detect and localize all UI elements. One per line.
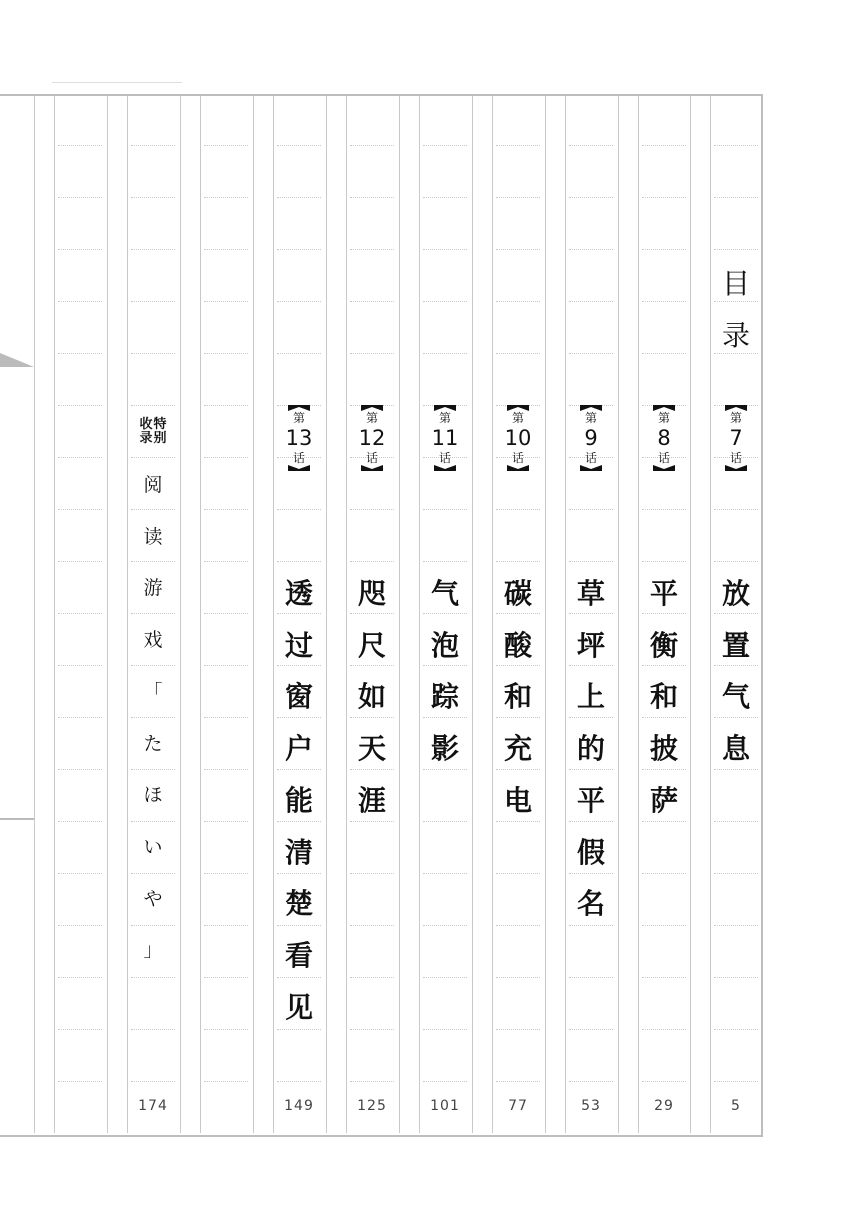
dotted-rule xyxy=(714,977,758,978)
dotted-rule xyxy=(642,561,686,562)
dotted-rule xyxy=(204,301,248,302)
chapter-title-char: 平 xyxy=(576,783,605,817)
dotted-rule xyxy=(423,353,467,354)
special-title-char: 」 xyxy=(143,939,163,962)
dotted-rule xyxy=(423,301,467,302)
chapter-title-char: 影 xyxy=(430,732,459,766)
dotted-rule xyxy=(58,873,102,874)
chapter-num: 10 xyxy=(504,426,532,450)
chapter-prefix: 第 xyxy=(657,411,670,425)
edge-bar xyxy=(0,818,34,820)
dotted-rule xyxy=(569,561,613,562)
dotted-rule xyxy=(423,821,467,822)
chapter-number xyxy=(273,405,325,471)
dotted-rule xyxy=(350,145,394,146)
dotted-rule xyxy=(714,1081,758,1082)
dotted-rule xyxy=(496,301,540,302)
dotted-rule xyxy=(569,301,613,302)
special-title-char: 「 xyxy=(143,680,163,703)
dotted-rule xyxy=(496,873,540,874)
chapter-prefix: 第 xyxy=(584,411,597,425)
chapter-num: 13 xyxy=(285,426,313,450)
dotted-rule xyxy=(423,1081,467,1082)
dotted-rule xyxy=(642,977,686,978)
dotted-rule xyxy=(496,197,540,198)
chapter-title-char: 透 xyxy=(284,577,313,610)
grid-line xyxy=(180,96,181,1133)
grid-line xyxy=(399,96,400,1133)
toc-heading-char-2: 录 xyxy=(721,319,750,352)
chapter-title xyxy=(638,568,690,827)
dotted-rule xyxy=(131,145,175,146)
dotted-rule xyxy=(350,925,394,926)
dotted-rule xyxy=(131,197,175,198)
chapter-prefix: 第 xyxy=(365,411,378,425)
bracket-icon xyxy=(507,465,529,471)
edge-tab xyxy=(0,353,34,367)
chapter-title xyxy=(273,568,325,1033)
dotted-rule xyxy=(131,977,175,978)
chapter-page-number: 29 xyxy=(654,1098,674,1114)
dotted-rule xyxy=(204,1081,248,1082)
chapter-title-char: 清 xyxy=(284,835,313,869)
dotted-rule xyxy=(58,665,102,666)
dotted-rule xyxy=(58,405,102,406)
dotted-rule xyxy=(58,1081,102,1082)
chapter-title-char: 窗 xyxy=(284,680,313,714)
dotted-rule xyxy=(714,509,758,510)
dotted-rule xyxy=(58,821,102,822)
toc-heading-char-1: 目 xyxy=(721,267,750,300)
dotted-rule xyxy=(714,821,758,822)
dotted-rule xyxy=(58,925,102,926)
top-rule xyxy=(52,82,182,83)
chapter-page-number: 149 xyxy=(284,1098,314,1114)
chapter-title-char: 泡 xyxy=(430,628,459,662)
dotted-rule xyxy=(496,977,540,978)
dotted-rule xyxy=(277,509,321,510)
dotted-rule xyxy=(569,197,613,198)
dotted-rule xyxy=(569,145,613,146)
dotted-rule xyxy=(496,145,540,146)
chapter-prefix: 第 xyxy=(438,411,451,425)
chapter-num: 9 xyxy=(584,426,598,450)
chapter-page-number: 101 xyxy=(430,1098,460,1114)
chapter-page-number: 77 xyxy=(508,1098,528,1114)
chapter-num: 7 xyxy=(729,426,743,450)
chapter-num: 8 xyxy=(657,426,671,450)
chapter-number xyxy=(419,405,471,471)
chapter-title-char: 见 xyxy=(284,990,313,1024)
grid-line xyxy=(34,96,35,1133)
dotted-rule xyxy=(204,1029,248,1030)
chapter-title-char: 户 xyxy=(284,732,313,766)
chapter-number xyxy=(492,405,544,471)
chapter-title-char: 过 xyxy=(284,628,313,662)
chapter-title-char: 看 xyxy=(284,938,313,972)
dotted-rule xyxy=(204,509,248,510)
dotted-rule xyxy=(58,509,102,510)
dotted-rule xyxy=(131,1029,175,1030)
chapter-title-char: 假 xyxy=(576,835,605,869)
dotted-rule xyxy=(204,145,248,146)
chapter-title-char: 放 xyxy=(721,577,750,610)
chapter-number xyxy=(346,405,398,471)
dotted-rule xyxy=(642,1029,686,1030)
dotted-rule xyxy=(58,613,102,614)
chapter-title xyxy=(565,568,617,930)
dotted-rule xyxy=(496,925,540,926)
dotted-rule xyxy=(204,665,248,666)
dotted-rule xyxy=(131,1081,175,1082)
dotted-rule xyxy=(423,509,467,510)
dotted-rule xyxy=(58,769,102,770)
grid-line xyxy=(618,96,619,1133)
dotted-rule xyxy=(642,145,686,146)
chapter-title-char: 尺 xyxy=(357,628,386,662)
dotted-rule xyxy=(58,717,102,718)
chapter-title-char: 充 xyxy=(503,732,532,766)
dotted-rule xyxy=(642,249,686,250)
chapter-title xyxy=(710,568,762,775)
dotted-rule xyxy=(131,249,175,250)
chapter-title-char: 电 xyxy=(503,783,532,817)
chapter-title-char: 置 xyxy=(721,628,750,662)
dotted-rule xyxy=(277,301,321,302)
chapter-prefix: 第 xyxy=(729,411,742,425)
grid-line xyxy=(200,96,201,1133)
special-title-char: 阅 xyxy=(143,474,163,496)
dotted-rule xyxy=(714,1029,758,1030)
special-title-char: い xyxy=(143,835,163,858)
chapter-title-char: 平 xyxy=(649,577,678,610)
dotted-rule xyxy=(714,249,758,250)
dotted-rule xyxy=(58,145,102,146)
dotted-rule xyxy=(642,353,686,354)
dotted-rule xyxy=(496,509,540,510)
dotted-rule xyxy=(204,405,248,406)
dotted-rule xyxy=(496,561,540,562)
dotted-rule xyxy=(642,873,686,874)
dotted-rule xyxy=(350,509,394,510)
chapter-title-char: 气 xyxy=(430,577,459,610)
chapter-title-char: 上 xyxy=(576,680,605,714)
chapter-title-char: 的 xyxy=(576,732,605,766)
chapter-number xyxy=(565,405,617,471)
dotted-rule xyxy=(496,1081,540,1082)
chapter-title-char: 和 xyxy=(649,680,678,714)
dotted-rule xyxy=(496,1029,540,1030)
chapter-title-char: 碳 xyxy=(503,577,532,610)
chapter-title-char: 衡 xyxy=(649,628,678,662)
bracket-icon xyxy=(288,465,310,471)
chapter-prefix: 第 xyxy=(511,411,524,425)
special-label: 收 录 特 别 xyxy=(139,417,167,446)
chapter-title-char: 气 xyxy=(721,680,750,714)
chapter-title-char: 息 xyxy=(721,732,750,766)
chapter-prefix: 第 xyxy=(292,411,305,425)
bracket-icon xyxy=(653,465,675,471)
dotted-rule xyxy=(642,301,686,302)
grid-line xyxy=(326,96,327,1133)
dotted-rule xyxy=(350,353,394,354)
chapter-suffix: 话 xyxy=(365,451,378,465)
dotted-rule xyxy=(569,353,613,354)
dotted-rule xyxy=(496,353,540,354)
dotted-rule xyxy=(569,249,613,250)
dotted-rule xyxy=(569,1081,613,1082)
chapter-title-char: 踪 xyxy=(430,680,459,714)
chapter-title-char: 披 xyxy=(649,732,678,766)
dotted-rule xyxy=(423,197,467,198)
dotted-rule xyxy=(204,197,248,198)
bracket-icon xyxy=(434,465,456,471)
dotted-rule xyxy=(496,249,540,250)
chapter-title-char: 楚 xyxy=(284,887,313,921)
chapter-title-char: 如 xyxy=(357,680,386,714)
chapter-title-char: 名 xyxy=(576,887,605,921)
dotted-rule xyxy=(350,301,394,302)
dotted-rule xyxy=(277,353,321,354)
dotted-rule xyxy=(131,405,175,406)
chapter-number xyxy=(710,405,762,471)
dotted-rule xyxy=(714,145,758,146)
dotted-rule xyxy=(350,249,394,250)
dotted-rule xyxy=(350,873,394,874)
dotted-rule xyxy=(423,925,467,926)
grid-line xyxy=(54,96,55,1133)
dotted-rule xyxy=(277,1081,321,1082)
dotted-rule xyxy=(204,561,248,562)
toc-heading xyxy=(713,258,759,362)
bracket-icon xyxy=(725,465,747,471)
dotted-rule xyxy=(58,1029,102,1030)
chapter-suffix: 话 xyxy=(438,451,451,465)
dotted-rule xyxy=(204,873,248,874)
dotted-rule xyxy=(58,353,102,354)
chapter-title-char: 坪 xyxy=(576,628,605,662)
dotted-rule xyxy=(204,353,248,354)
bracket-icon xyxy=(580,465,602,471)
dotted-rule xyxy=(131,353,175,354)
dotted-rule xyxy=(277,145,321,146)
dotted-rule xyxy=(423,977,467,978)
dotted-rule xyxy=(350,561,394,562)
special-title-char: ほ xyxy=(143,784,163,807)
dotted-rule xyxy=(423,145,467,146)
special-title xyxy=(127,460,179,977)
special-page-number: 174 xyxy=(138,1098,168,1114)
dotted-rule xyxy=(277,561,321,562)
dotted-rule xyxy=(714,197,758,198)
dotted-rule xyxy=(350,977,394,978)
chapter-suffix: 话 xyxy=(511,451,524,465)
dotted-rule xyxy=(642,509,686,510)
chapter-title-char: 草 xyxy=(576,577,605,610)
chapter-title-char: 酸 xyxy=(503,628,532,662)
special-title-char: 读 xyxy=(143,525,163,548)
bracket-icon xyxy=(361,465,383,471)
grid-line xyxy=(545,96,546,1133)
dotted-rule xyxy=(204,821,248,822)
dotted-rule xyxy=(58,457,102,458)
special-title-char: 游 xyxy=(143,577,163,600)
dotted-rule xyxy=(350,1081,394,1082)
dotted-rule xyxy=(58,301,102,302)
dotted-rule xyxy=(423,249,467,250)
chapter-num: 11 xyxy=(431,426,459,450)
special-title-char: や xyxy=(143,887,163,910)
dotted-rule xyxy=(423,873,467,874)
chapter-suffix: 话 xyxy=(584,451,597,465)
chapter-page-number: 125 xyxy=(357,1098,387,1114)
grid-line xyxy=(472,96,473,1133)
dotted-rule xyxy=(569,977,613,978)
dotted-rule xyxy=(569,1029,613,1030)
chapter-num: 12 xyxy=(358,426,386,450)
chapter-suffix: 话 xyxy=(729,451,742,465)
dotted-rule xyxy=(204,769,248,770)
chapter-title-char: 天 xyxy=(357,732,386,766)
chapter-page-number: 53 xyxy=(581,1098,601,1114)
special-title-char: た xyxy=(143,732,163,755)
dotted-rule xyxy=(204,925,248,926)
dotted-rule xyxy=(58,197,102,198)
chapter-title-char: 涯 xyxy=(357,783,386,817)
dotted-rule xyxy=(714,925,758,926)
dotted-rule xyxy=(58,561,102,562)
dotted-rule xyxy=(714,873,758,874)
chapter-title xyxy=(346,568,398,827)
grid-line xyxy=(253,96,254,1133)
dotted-rule xyxy=(642,197,686,198)
chapter-suffix: 话 xyxy=(657,451,670,465)
chapter-title-char: 和 xyxy=(503,680,532,714)
dotted-rule xyxy=(350,197,394,198)
special-entry xyxy=(127,418,179,977)
grid-line xyxy=(107,96,108,1133)
chapter-suffix: 话 xyxy=(292,451,305,465)
special-title-char: 戏 xyxy=(143,629,163,652)
dotted-rule xyxy=(204,457,248,458)
chapter-title xyxy=(492,568,544,827)
dotted-rule xyxy=(131,301,175,302)
dotted-rule xyxy=(714,561,758,562)
grid-line xyxy=(690,96,691,1133)
dotted-rule xyxy=(204,613,248,614)
dotted-rule xyxy=(423,561,467,562)
dotted-rule xyxy=(277,249,321,250)
chapter-page-number: 5 xyxy=(731,1098,741,1114)
dotted-rule xyxy=(642,925,686,926)
dotted-rule xyxy=(58,977,102,978)
chapter-title-char: 萨 xyxy=(649,783,678,817)
dotted-rule xyxy=(569,509,613,510)
dotted-rule xyxy=(350,1029,394,1030)
dotted-rule xyxy=(277,197,321,198)
dotted-rule xyxy=(642,1081,686,1082)
dotted-rule xyxy=(204,249,248,250)
dotted-rule xyxy=(204,717,248,718)
dotted-rule xyxy=(423,1029,467,1030)
dotted-rule xyxy=(58,249,102,250)
chapter-title-char: 能 xyxy=(284,783,313,817)
dotted-rule xyxy=(204,977,248,978)
chapter-number xyxy=(638,405,690,471)
chapter-title-char: 咫 xyxy=(357,577,386,610)
chapter-title xyxy=(419,568,471,775)
